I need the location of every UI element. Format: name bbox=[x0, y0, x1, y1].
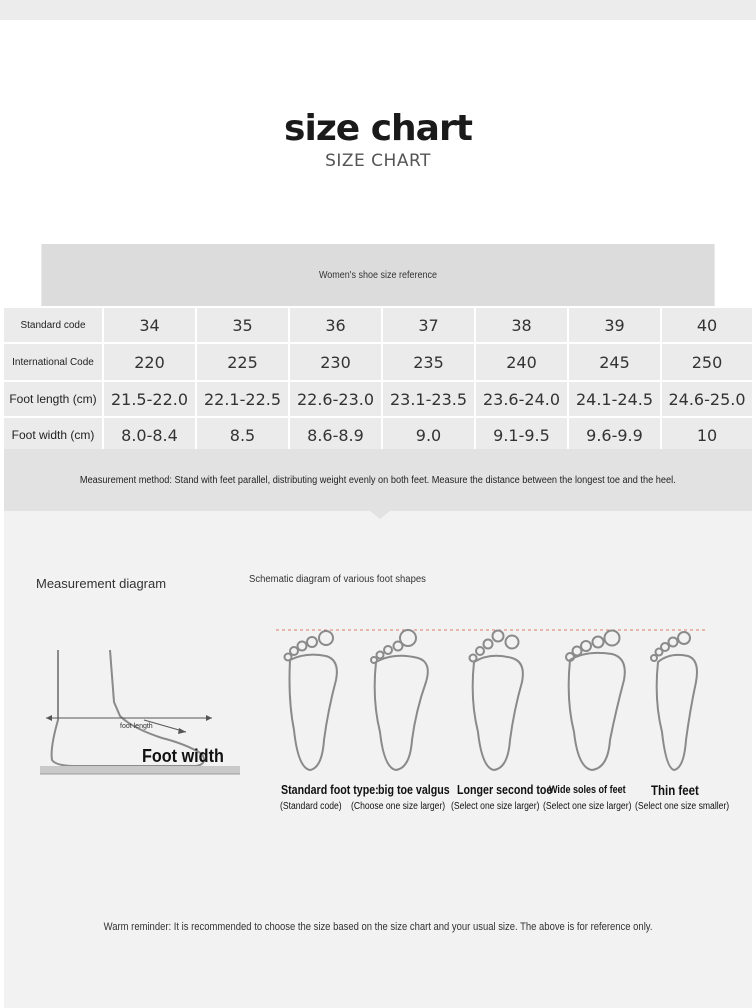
foot-width-label: Foot width bbox=[142, 746, 224, 766]
row-label: Foot length (cm) bbox=[4, 382, 102, 416]
pointer-notch bbox=[370, 511, 390, 519]
table-cell: 240 bbox=[476, 344, 567, 380]
table-row bbox=[4, 382, 752, 416]
title-area bbox=[0, 108, 756, 171]
table-cell: 23.6-24.0 bbox=[476, 382, 567, 416]
row-label: Standard code bbox=[4, 308, 102, 342]
table-cell: 225 bbox=[197, 344, 288, 380]
table-cell: 24.6-25.0 bbox=[662, 382, 752, 416]
page-subtitle: SIZE CHART bbox=[325, 151, 431, 171]
foot-type-note: (Select one size larger) bbox=[543, 801, 632, 812]
row-label: Foot width (cm) bbox=[4, 418, 102, 452]
table-cell: 40 bbox=[662, 308, 752, 342]
measurement-diagram-title: Measurement diagram bbox=[36, 576, 167, 591]
table-row bbox=[4, 344, 752, 380]
top-band bbox=[0, 0, 756, 20]
table-cell: 23.1-23.5 bbox=[383, 382, 474, 416]
foot-type-note: (Select one size larger) bbox=[451, 801, 540, 812]
table-row bbox=[4, 418, 752, 452]
standard-foot-icon bbox=[285, 631, 337, 770]
table-cell: 22.6-23.0 bbox=[290, 382, 381, 416]
table-cell: 245 bbox=[569, 344, 660, 380]
table-cell: 9.1-9.5 bbox=[476, 418, 567, 452]
big-toe-valgus-foot-icon bbox=[371, 630, 428, 770]
table-cell: 21.5-22.0 bbox=[104, 382, 195, 416]
warm-reminder bbox=[0, 921, 756, 933]
foot-type-name: Longer second toe bbox=[457, 782, 553, 797]
table-cell: 8.0-8.4 bbox=[104, 418, 195, 452]
thin-foot-icon bbox=[651, 632, 697, 770]
table-cell: 22.1-22.5 bbox=[197, 382, 288, 416]
table-header: Women's shoe size reference bbox=[41, 244, 714, 306]
schematic-title: Schematic diagram of various foot shapes bbox=[249, 574, 426, 585]
table-cell: 230 bbox=[290, 344, 381, 380]
table-cell: 24.1-24.5 bbox=[569, 382, 660, 416]
table-cell: 36 bbox=[290, 308, 381, 342]
wide-sole-foot-icon bbox=[566, 631, 625, 771]
size-table bbox=[4, 244, 752, 452]
foot-type-note: (Choose one size larger) bbox=[351, 801, 446, 812]
table-cell: 250 bbox=[662, 344, 752, 380]
foot-type-note: (Standard code) bbox=[280, 801, 342, 812]
table-cell: 34 bbox=[104, 308, 195, 342]
foot-type-name: Wide soles of feet bbox=[549, 784, 626, 796]
table-cell: 35 bbox=[197, 308, 288, 342]
table-cell: 39 bbox=[569, 308, 660, 342]
foot-type-name: Standard foot type: bbox=[281, 782, 379, 797]
foot-shapes bbox=[270, 620, 710, 780]
table-cell: 8.6-8.9 bbox=[290, 418, 381, 452]
table-cell: 37 bbox=[383, 308, 474, 342]
foot-type-note: (Select one size smaller) bbox=[635, 801, 730, 812]
table-cell: 8.5 bbox=[197, 418, 288, 452]
measurement-method bbox=[4, 449, 752, 511]
table-cell: 10 bbox=[662, 418, 752, 452]
longer-second-toe-foot-icon bbox=[470, 631, 523, 771]
measurement-method-text: Measurement method: Stand with feet parallel, distributing weight evenly on both feet. Measure the distance between the longest toe and the heel. bbox=[80, 474, 676, 486]
warm-reminder-text: Warm reminder: It is recommended to choose the size based on the size chart and your usual size. The above is for reference only. bbox=[103, 921, 653, 933]
foot-length-label: foot length bbox=[120, 723, 153, 730]
page-title: size chart bbox=[284, 108, 472, 149]
foot-type-name: Thin feet bbox=[651, 782, 699, 798]
table-cell: 9.0 bbox=[383, 418, 474, 452]
table-cell: 9.6-9.9 bbox=[569, 418, 660, 452]
row-label: International Code bbox=[4, 344, 102, 380]
table-cell: 38 bbox=[476, 308, 567, 342]
foot-type-name: big toe valgus bbox=[378, 782, 450, 797]
table-cell: 235 bbox=[383, 344, 474, 380]
table-cell: 220 bbox=[104, 344, 195, 380]
table-row bbox=[4, 308, 752, 342]
